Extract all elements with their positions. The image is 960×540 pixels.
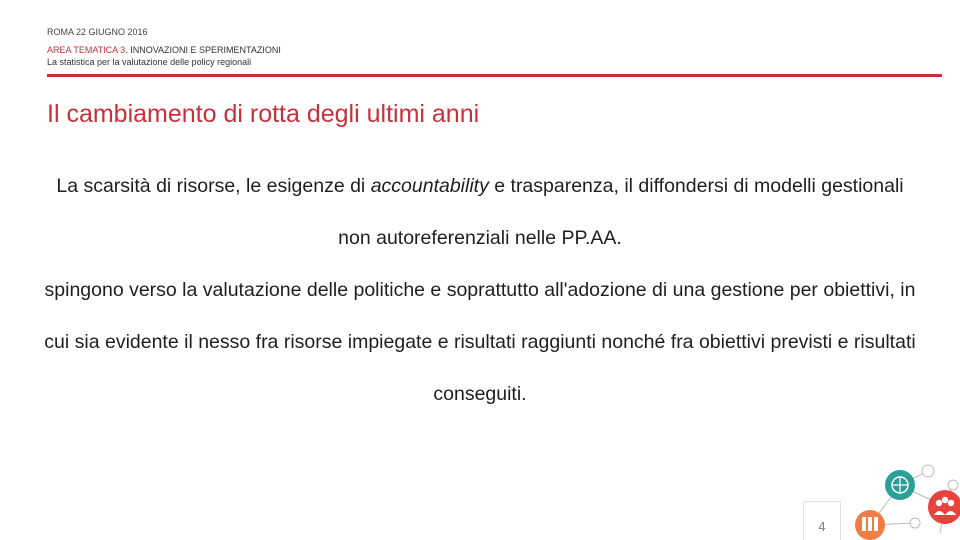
red-people-icon	[928, 490, 960, 524]
network-node-icon	[948, 480, 958, 490]
paragraph-1-part-b: e trasparenza, il diffondersi di modelli gestionali non autoreferenziali nelle PP.AA.	[338, 175, 904, 249]
page-number: 4	[818, 519, 826, 534]
area-code: AREA TEMATICA 3.	[47, 45, 128, 55]
header-area	[47, 44, 281, 56]
decorative-network-graphic	[840, 455, 960, 540]
slide-title: Il cambiamento di rotta degli ultimi anni	[47, 100, 480, 128]
area-name: INNOVAZIONI E SPERIMENTAZIONI	[127, 45, 281, 55]
paragraph-2: spingono verso la valutazione delle politiche e soprattutto all'adozione di una gestione per obiettivi, in cui sia evidente il nesso fra risorse impiegate e risultati raggiunti nonché fra obiettivi previsti e risultati conseguiti.	[44, 279, 916, 405]
header-subtitle: La statistica per la valutazione delle policy regionali	[47, 57, 252, 67]
paragraph-1-part-a: La scarsità di risorse, le esigenze di	[56, 175, 371, 197]
header-date: ROMA 22 GIUGNO 2016	[47, 27, 148, 37]
paragraph-1	[40, 160, 920, 264]
slide-header	[47, 26, 281, 68]
slide-body	[40, 160, 920, 420]
page-number-box	[803, 501, 841, 540]
network-node-icon	[922, 465, 934, 477]
header-divider	[47, 74, 942, 77]
network-node-icon	[910, 518, 920, 528]
paragraph-1-emphasis: accountability	[370, 175, 489, 197]
teal-globe-icon	[885, 470, 915, 500]
orange-books-icon	[855, 510, 885, 540]
